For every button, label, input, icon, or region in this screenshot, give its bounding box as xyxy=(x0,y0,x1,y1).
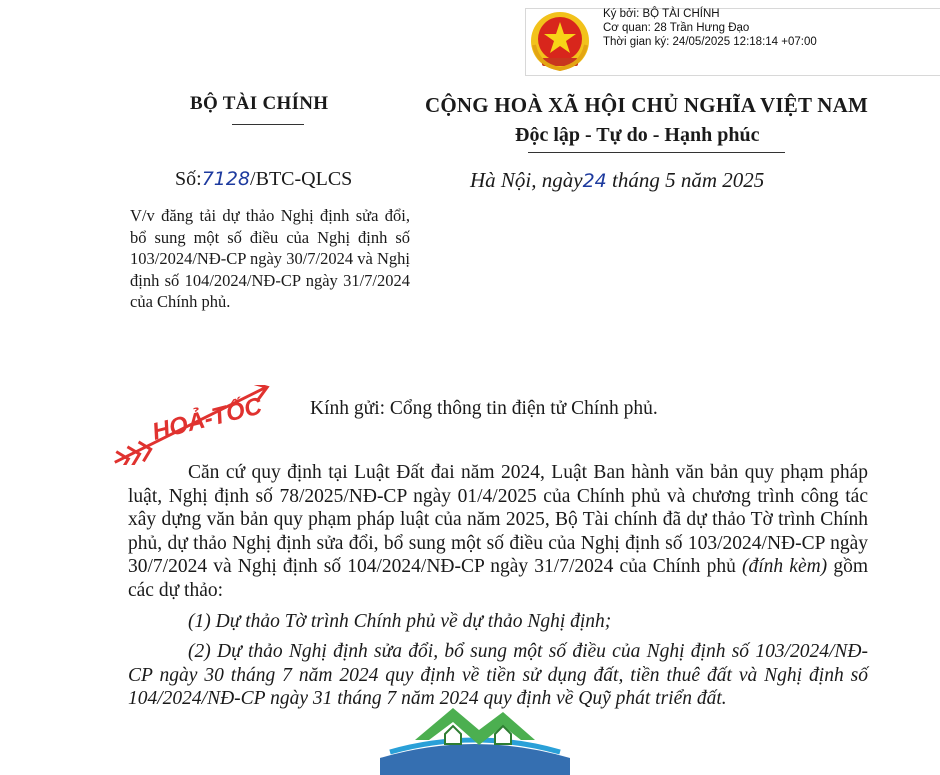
document-number xyxy=(175,168,352,191)
national-emblem-icon xyxy=(528,10,592,72)
ministry-name: BỘ TÀI CHÍNH xyxy=(190,93,329,114)
ministry-underline xyxy=(232,124,304,125)
doc-number-prefix: Số: xyxy=(175,168,202,190)
stamp-label: HOẢ-TỐC xyxy=(149,392,265,446)
date-prefix: Hà Nội, ngày xyxy=(470,168,583,192)
p1-italic: (đính kèm) xyxy=(741,556,828,578)
national-motto: Độc lập - Tự do - Hạnh phúc xyxy=(515,124,760,146)
signature-info xyxy=(603,7,817,49)
document-body xyxy=(128,461,868,711)
date-line xyxy=(470,168,764,193)
signature-time: Thời gian ký: 24/05/2025 12:18:14 +07:00 xyxy=(603,36,817,48)
date-day-handwritten: 24 xyxy=(582,170,607,192)
body-paragraph-1 xyxy=(128,461,868,603)
body-paragraph-3: (2) Dự thảo Nghị định sửa đổi, bổ sung một số điều của Nghị định số 103/2024/NĐ-CP ngày 30 tháng 7 năm 2024 quy định về tiền sử dụng đất, tiền thuê đất và Nghị định số 104/2024/NĐ-CP ngày 31 tháng 7 năm 2024 quy định về Quỹ phát triển đất. xyxy=(128,641,868,710)
recipient-line: Kính gửi: Cổng thông tin điện tử Chính phủ. xyxy=(310,398,658,419)
doc-number-suffix: /BTC-QLCS xyxy=(250,168,353,190)
doc-number-handwritten: 7128 xyxy=(201,168,251,190)
p1-end: gồm các dự thảo: xyxy=(128,556,869,601)
document-subject: V/v đăng tải dự thảo Nghị định sửa đổi, bổ sung một số điều của Nghị định số 103/2024/NĐ-CP ngày 30/7/2024 và Nghị định số 104/2024/NĐ-CP ngày 31/7/2024 của Chính phủ. xyxy=(130,206,410,311)
date-suffix: tháng 5 năm 2025 xyxy=(612,168,765,192)
motto-underline xyxy=(528,152,785,153)
signature-signer: Ký bởi: BỘ TÀI CHÍNH xyxy=(603,8,720,20)
p1-start: Căn cứ quy định tại Luật Đất đai năm 2024, Luật Ban hành văn bản quy phạm pháp luật, Nghị định số 78/2025/NĐ-CP ngày 01/4/2025 của Chính phủ và chương trình công tác xây dựng văn bản quy phạm pháp luật của năm 2025, Bộ Tài chính đã dự thảo Tờ trình Chính phủ, dự thảo Nghị định sửa đổi, bổ sung một số điều của Nghị định số 103/2024/NĐ-CP ngày 30/7/2024 và Nghị định số 104/2024/NĐ-CP ngày 31/7/2024 của Chính phủ xyxy=(128,462,868,578)
body-paragraph-2: (1) Dự thảo Tờ trình Chính phủ về dự thảo Nghị định; xyxy=(188,610,612,632)
house-watermark-logo xyxy=(375,690,575,775)
signature-agency: Cơ quan: 28 Trần Hưng Đạo xyxy=(603,22,750,34)
republic-title: CỘNG HOÀ XÃ HỘI CHỦ NGHĨA VIỆT NAM xyxy=(425,93,868,117)
urgent-stamp xyxy=(100,385,280,465)
